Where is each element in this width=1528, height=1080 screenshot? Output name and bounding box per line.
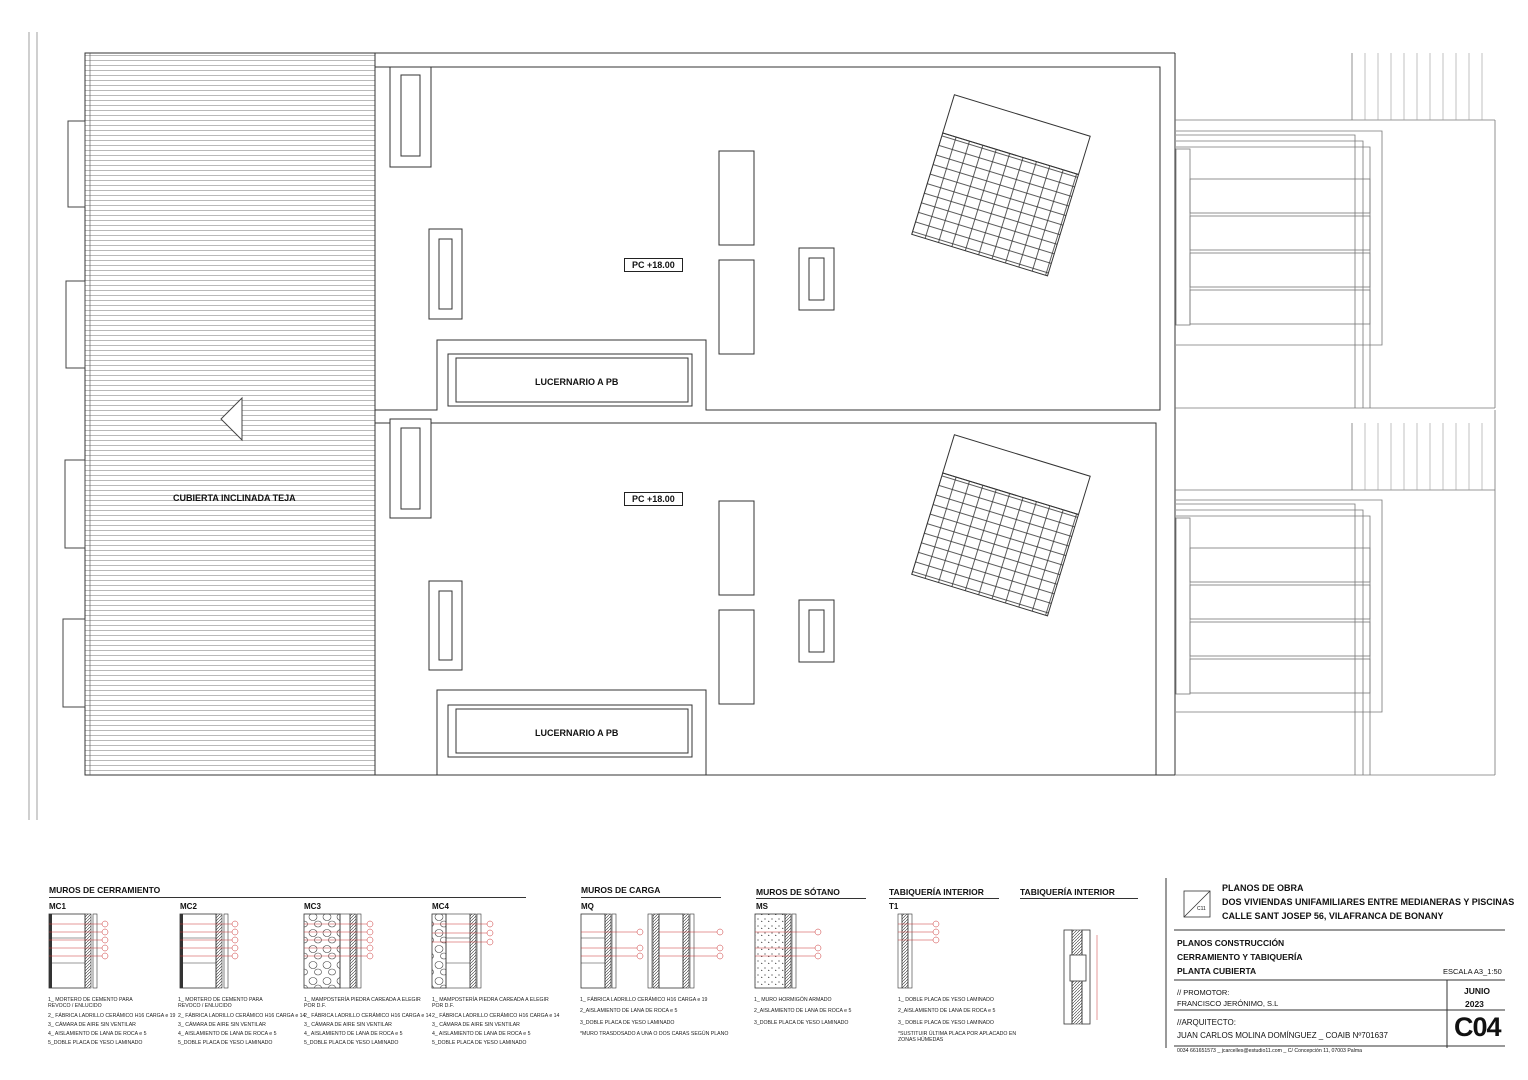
legend-line: 1_ MURO HORMIGÓN ARMADO [754,997,832,1003]
section-title-tabiqueria-1: TABIQUERÍA INTERIOR [889,887,984,897]
legend-line: 1_ MORTERO DE CEMENTO PARA [178,997,263,1003]
section-rule [889,898,999,899]
legend-line: 2_AISLAMIENTO DE LANA DE ROCA e 5 [754,1008,852,1015]
logo-diagonal [1184,891,1210,917]
legend-t1 [898,996,1018,1045]
wall-detail-partition [1064,930,1097,1024]
legend-line: 2_ FÁBRICA LADRILLO CERÁMICO H16 CARGA e 14 [432,1012,560,1019]
arquitecto-label: //ARQUITECTO: [1177,1018,1236,1027]
level-tag-upper: PC +18.00 [624,258,683,272]
terrace-lower [1175,410,1495,775]
legend-line: POR D.F. [304,1003,326,1010]
legend-mc1 [48,996,176,1049]
legend-line: REVOCO / ENLUCIDO [178,1003,232,1010]
title-header-line1: PLANOS DE OBRA [1222,883,1304,893]
date-year: 2023 [1465,999,1484,1009]
legend-line: 2_AISLAMIENTO DE LANA DE ROCA e 5 [580,1008,678,1015]
section-rule [1020,898,1138,899]
legend-line: 3_ CÁMARA DE AIRE SIN VENTILAR [48,1021,136,1028]
facade-projections [63,121,85,707]
legend-line: 3_ CÁMARA DE AIRE SIN VENTILAR [432,1021,520,1028]
lower-roof-elements [390,419,834,757]
legend-line: 4_ AISLAMIENTO DE LANA DE ROCA e 5 [304,1031,403,1038]
section-rule [49,897,526,898]
section-rule [581,897,721,898]
wall-code-mc4: MC4 [432,902,449,911]
arquitecto-name: JUAN CARLOS MOLINA DOMÍNGUEZ _ COAIB Nº701637 [1177,1031,1388,1040]
promotor-label: // PROMOTOR: [1177,988,1230,997]
wall-code-t1: T1 [889,902,899,911]
section-title-tabiqueria-2: TABIQUERÍA INTERIOR [1020,887,1115,897]
legend-mc2 [178,996,306,1049]
tile-roof [85,53,375,775]
skylight-label-lower: LUCERNARIO A PB [535,728,619,738]
legend-line: 1_ MAMPOSTERÍA PIEDRA CAREADA A ELEGIR [432,997,549,1003]
wall-code-mc3: MC3 [304,902,321,911]
wall-detail-mc2 [180,914,228,988]
legend-line: 3_DOBLE PLACA DE YESO LAMINADO [754,1019,849,1026]
terrace-upper [1175,53,1495,408]
legend-line: REVOCO / ENLUCIDO [48,1003,102,1010]
legend-ms [754,996,874,1028]
legend-line: 5_DOBLE PLACA DE YESO LAMINADO [178,1040,273,1047]
wall-code-mq: MQ [581,902,594,911]
sheet-line3: PLANTA CUBIERTA [1177,966,1257,976]
legend-line: 1_ MAMPOSTERÍA PIEDRA CAREADA A ELEGIR [304,997,421,1003]
legend-line: 3_ CÁMARA DE AIRE SIN VENTILAR [304,1021,392,1028]
scale-label: ESCALA A3_1:50 [1443,967,1502,976]
logo-text: C11 [1197,906,1206,912]
title-header-line3: CALLE SANT JOSEP 56, VILAFRANCA DE BONANY [1222,911,1444,921]
skylight-label-upper: LUCERNARIO A PB [535,377,619,387]
wall-detail-mc1 [49,914,97,988]
legend-mc3 [304,996,432,1049]
upper-roof-elements [390,67,834,406]
legend-line: *SUSTITUIR ÚLTIMA PLACA POR APLACADO EN [898,1030,1017,1037]
section-title-carga: MUROS DE CARGA [581,885,661,895]
level-tag-lower: PC +18.00 [624,492,683,506]
sheet-line1: PLANOS CONSTRUCCIÓN [1177,938,1285,948]
legend-line: 4_ AISLAMIENTO DE LANA DE ROCA e 5 [178,1031,277,1038]
solar-panel-upper [912,95,1090,276]
legend-line: ZONAS HÚMEDAS [898,1037,944,1044]
wall-detail-mc4 [432,914,481,988]
section-title-sotano: MUROS DE SÓTANO [756,887,840,897]
legend-line: 2_AISLAMIENTO DE LANA DE ROCA e 5 [898,1008,996,1015]
legend-line: 5_DOBLE PLACA DE YESO LAMINADO [48,1040,143,1047]
legend-line: POR D.F. [432,1003,454,1010]
legend-line: 1_ FÁBRICA LADRILLO CERÁMICO H16 CARGA e 19 [580,997,708,1003]
title-header-line2: DOS VIVIENDAS UNIFAMILIARES ENTRE MEDIANERAS Y PISCINAS [1222,897,1515,907]
solar-panel-lower [912,435,1090,616]
sheet-code: C04 [1454,1012,1501,1042]
wall-code-mc1: MC1 [49,902,66,911]
legend-mq [580,996,729,1039]
legend-line: 5_DOBLE PLACA DE YESO LAMINADO [432,1040,527,1047]
legend-line: 1_ DOBLE PLACA DE YESO LAMINADO [898,997,994,1003]
legend-line: 2_ FÁBRICA LADRILLO CERÁMICO H16 CARGA e 14 [304,1012,432,1019]
wall-detail-ms [755,914,796,988]
legend-line: *MURO TRASDOSADO A UNA O DOS CARAS SEGÚN PLANO [580,1030,729,1037]
wall-detail-mc3 [304,914,361,988]
legend-mc4 [432,996,560,1049]
wall-code-ms: MS [756,902,768,911]
section-title-cerramiento: MUROS DE CERRAMIENTO [49,885,161,895]
date-month: JUNIO [1464,986,1490,996]
legend-line: 1_ MORTERO DE CEMENTO PARA [48,997,133,1003]
promotor-name: FRANCISCO JERÓNIMO, S.L [1177,999,1279,1008]
sheet-line2: CERRAMIENTO Y TABIQUERÍA [1177,952,1303,962]
roof-label: CUBIERTA INCLINADA TEJA [173,493,296,503]
legend-line: 4_ AISLAMIENTO DE LANA DE ROCA e 5 [432,1031,531,1038]
legend-line: 3_ CÁMARA DE AIRE SIN VENTILAR [178,1021,266,1028]
wall-detail-mq [581,914,694,988]
wall-detail-t1 [898,914,912,988]
legend-line: 3_ DOBLE PLACA DE YESO LAMINADO [898,1019,994,1026]
wall-code-mc2: MC2 [180,902,197,911]
legend-line: 5_DOBLE PLACA DE YESO LAMINADO [304,1040,399,1047]
legend-line: 3_DOBLE PLACA DE YESO LAMINADO [580,1019,675,1026]
legend-line: 2_ FÁBRICA LADRILLO CERÁMICO H16 CARGA e 19 [48,1012,176,1019]
legend-line: 4_ AISLAMIENTO DE LANA DE ROCA e 5 [48,1031,147,1038]
contact-line: 0034 661651573 _ jcarcelles@estudio11.com _ C/ Concepción 11, 07003 Palma [1177,1048,1363,1054]
legend-line: 2_ FÁBRICA LADRILLO CERÁMICO H16 CARGA e 14 [178,1012,306,1019]
section-rule [756,898,866,899]
